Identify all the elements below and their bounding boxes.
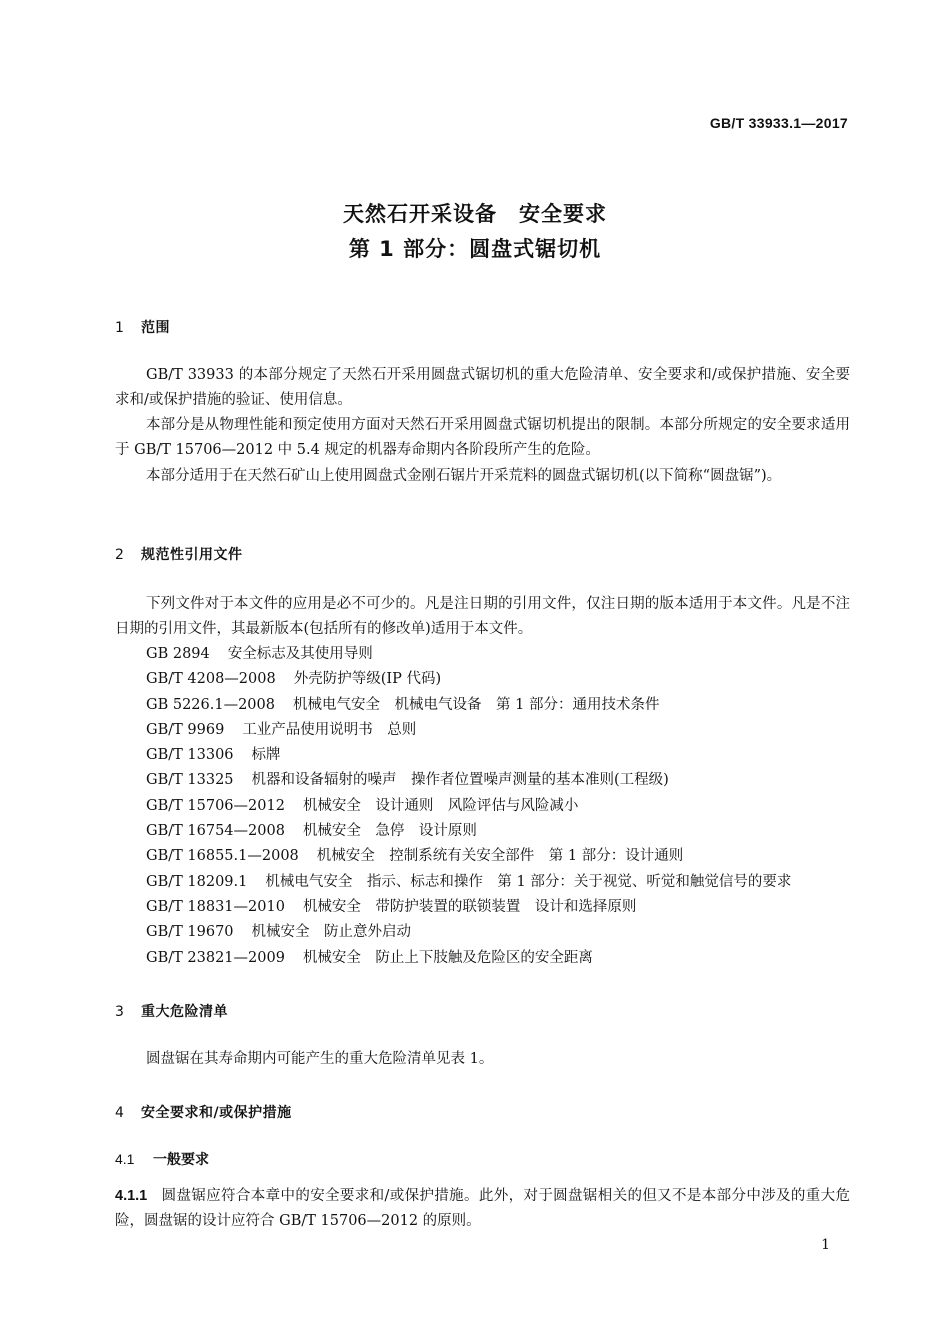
list-item: GB/T 16855.1—2008 机械安全 控制系统有关安全部件 第 1 部分：设计通则 bbox=[146, 848, 684, 865]
list-item: GB/T 18209.1 机械电气安全 指示、标志和操作 第 1 部分：关于视觉、听觉和触觉信号的要求 bbox=[146, 873, 792, 890]
list-item: GB/T 13325 机器和设备辐射的噪声 操作者位置噪声测量的基本准则(工程级) bbox=[146, 772, 669, 789]
list-item: GB 5226.1—2008 机械电气安全 机械电气设备 第 1 部分：通用技术条件 bbox=[146, 696, 660, 713]
list-item: GB/T 16754—2008 机械安全 急停 设计原则 bbox=[146, 823, 477, 840]
list-item: GB/T 19670 机械安全 防止意外启动 bbox=[146, 924, 412, 941]
list-item: GB/T 9969 工业产品使用说明书 总则 bbox=[146, 721, 417, 738]
document-subtitle: 第 1 部分：圆盘式锯切机 bbox=[348, 237, 602, 261]
section-number: 2 bbox=[115, 547, 125, 563]
section-4-heading bbox=[115, 1102, 292, 1122]
section-2-heading bbox=[115, 544, 243, 564]
list-item: GB 2894 安全标志及其使用导则 bbox=[146, 646, 373, 662]
subsection-number: 4.1 bbox=[115, 1151, 135, 1167]
paragraph: GB/T 33933 的本部分规定了天然石开采用圆盘式锯切机的重大危险清单、安全要求和/或保护措施、安全要求和/或保护措施的验证、使用信息。 bbox=[115, 367, 850, 408]
section-1-heading bbox=[115, 317, 170, 337]
list-item: GB/T 18831—2010 机械安全 带防护装置的联锁装置 设计和选择原则 bbox=[146, 898, 637, 915]
page-number: 1 bbox=[821, 1237, 830, 1253]
section-title: 规范性引用文件 bbox=[141, 547, 243, 563]
subsection-title: 一般要求 bbox=[153, 1152, 209, 1168]
section-3-heading bbox=[115, 1001, 228, 1021]
section-number: 4 bbox=[115, 1105, 125, 1121]
subsection-4-1-heading bbox=[115, 1149, 209, 1169]
list-item: GB/T 4208—2008 外壳防护等级(IP 代码) bbox=[146, 671, 442, 688]
section-number: 3 bbox=[115, 1004, 125, 1020]
paragraph: 本部分适用于在天然石矿山上使用圆盘式金刚石锯片开采荒料的圆盘式锯切机(以下简称“圆盘锯”)。 bbox=[146, 468, 782, 484]
section-title: 范围 bbox=[141, 320, 170, 336]
list-item: GB/T 23821—2009 机械安全 防止上下肢触及危险区的安全距离 bbox=[146, 949, 593, 966]
list-item: GB/T 13306 标牌 bbox=[146, 747, 281, 764]
paragraph: 本部分是从物理性能和预定使用方面对天然石开采用圆盘式锯切机提出的限制。本部分所规定的安全要求适用于 GB/T 15706—2012 中 5.4 规定的机器寿命期内各阶段所产生的危险。 bbox=[115, 417, 850, 458]
section-title: 安全要求和/或保护措施 bbox=[141, 1105, 292, 1121]
paragraph: 下列文件对于本文件的应用是必不可少的。凡是注日期的引用文件，仅注日期的版本适用于本文件。凡是不注日期的引用文件，其最新版本(包括所有的修改单)适用于本文件。 bbox=[115, 596, 850, 637]
standard-number: GB/T 33933.1—2017 bbox=[709, 115, 848, 131]
clause-4-1-1 bbox=[115, 1184, 850, 1234]
document-title: 天然石开采设备 安全要求 bbox=[343, 202, 607, 226]
list-item: GB/T 15706—2012 机械安全 设计通则 风险评估与风险减小 bbox=[146, 797, 579, 814]
normative-references-list bbox=[146, 642, 791, 971]
clause-text: 圆盘锯应符合本章中的安全要求和/或保护措施。此外，对于圆盘锯相关的但又不是本部分中涉及的重大危险，圆盘锯的设计应符合 GB/T 15706—2012 的原则。 bbox=[115, 1188, 850, 1229]
clause-number: 4.1.1 bbox=[115, 1188, 148, 1204]
paragraph: 圆盘锯在其寿命期内可能产生的重大危险清单见表 1。 bbox=[146, 1051, 494, 1067]
section-number: 1 bbox=[115, 320, 125, 336]
section-title: 重大危险清单 bbox=[141, 1004, 228, 1020]
